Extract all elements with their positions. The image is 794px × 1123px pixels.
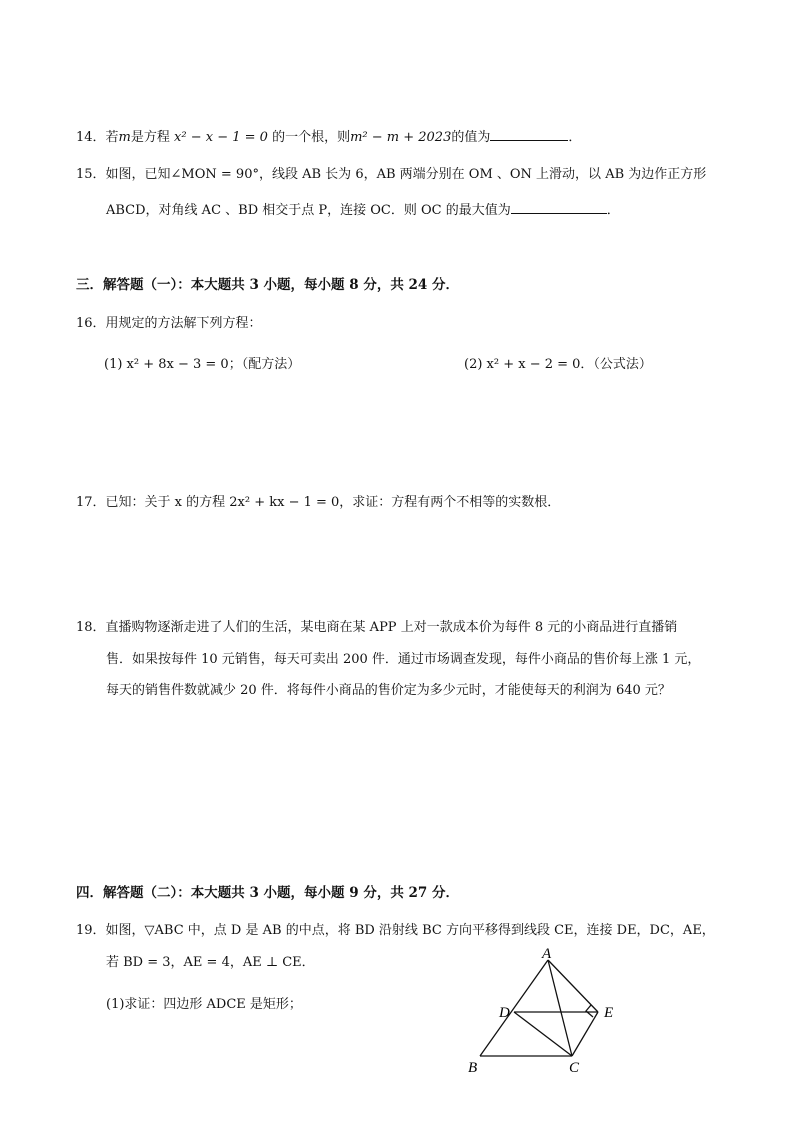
q15-end: ． [606, 203, 620, 218]
question-17: 17．已知：关于 x 的方程 2x² + kx − 1 = 0，求证：方程有两个不相等的实数根． [76, 495, 561, 510]
question-16-intro: 16．用规定的方法解下列方程： [76, 316, 262, 331]
question-16-part-1: (1) x² + 8x − 3 = 0；（配方法） [104, 357, 301, 372]
q14-post: 的一个根，则 [272, 130, 351, 145]
q14-equation: x² − x − 1 = 0 [174, 130, 268, 145]
question-16-part-2: (2) x² + x − 2 = 0．（公式法） [464, 357, 652, 372]
label-d: D [499, 1005, 510, 1021]
segment-ae [548, 960, 598, 1012]
q14-answer-blank[interactable] [490, 126, 568, 141]
question-18-line-2: 售．如果按每件 10 元销售，每天可卖出 200 件．通过市场调查发现，每件小商品的售价每上涨 1 元， [106, 652, 701, 667]
q14-tail: 的值为 [451, 130, 491, 145]
question-19-line-1: 19．如图，▽ABC 中，点 D 是 AB 的中点，将 BD 沿射线 BC 方向平移得到线段 CE，连接 DE，DC，AE， [76, 923, 715, 938]
right-angle-marker [586, 1005, 593, 1017]
q14-mid: 是方程 [130, 130, 170, 145]
label-c: C [569, 1060, 580, 1076]
question-18-line-3: 每天的销售件数就减少 20 件．将每件小商品的售价定为多少元时，才能使每天的利润为 640 元？ [106, 683, 671, 698]
section-4-heading: 四．解答题（二）：本大题共 3 小题，每小题 9 分，共 27 分． [76, 885, 460, 901]
segment-ab [480, 960, 548, 1056]
segment-ce [572, 1012, 598, 1056]
q15-answer-blank[interactable] [511, 199, 607, 214]
question-15-line-2 [106, 199, 620, 220]
segment-ac [548, 960, 572, 1056]
section-3-heading: 三．解答题（一）：本大题共 3 小题，每小题 8 分，共 24 分． [76, 277, 460, 293]
label-b: B [468, 1060, 478, 1076]
question-18-line-1: 18．直播购物逐渐走进了人们的生活，某电商在某 APP 上对一款成本价为每件 8 元的小商品进行直播销 [76, 620, 678, 635]
question-19-part-1: (1)求证：四边形 ADCE 是矩形； [106, 997, 302, 1012]
q14-expression: m² − m + 2023 [350, 130, 452, 145]
question-14 [76, 126, 581, 147]
geometry-figure [460, 948, 630, 1078]
question-19-line-2: 若 BD = 3，AE = 4，AE ⊥ CE． [106, 955, 315, 970]
q15-line-2-text: ABCD，对角线 AC 、BD 相交于点 P，连接 OC．则 OC 的最大值为 [106, 203, 511, 218]
label-a: A [542, 948, 552, 962]
q14-variable: m [118, 130, 131, 145]
question-15-line-1: 15．如图，已知∠MON = 90°，线段 AB 长为 6，AB 两端分别在 OM 、ON 上滑动，以 AB 为边作正方形 [76, 167, 707, 182]
q14-prefix: 14．若 [76, 130, 119, 145]
label-e: E [604, 1005, 614, 1021]
q14-end: ． [568, 130, 582, 145]
